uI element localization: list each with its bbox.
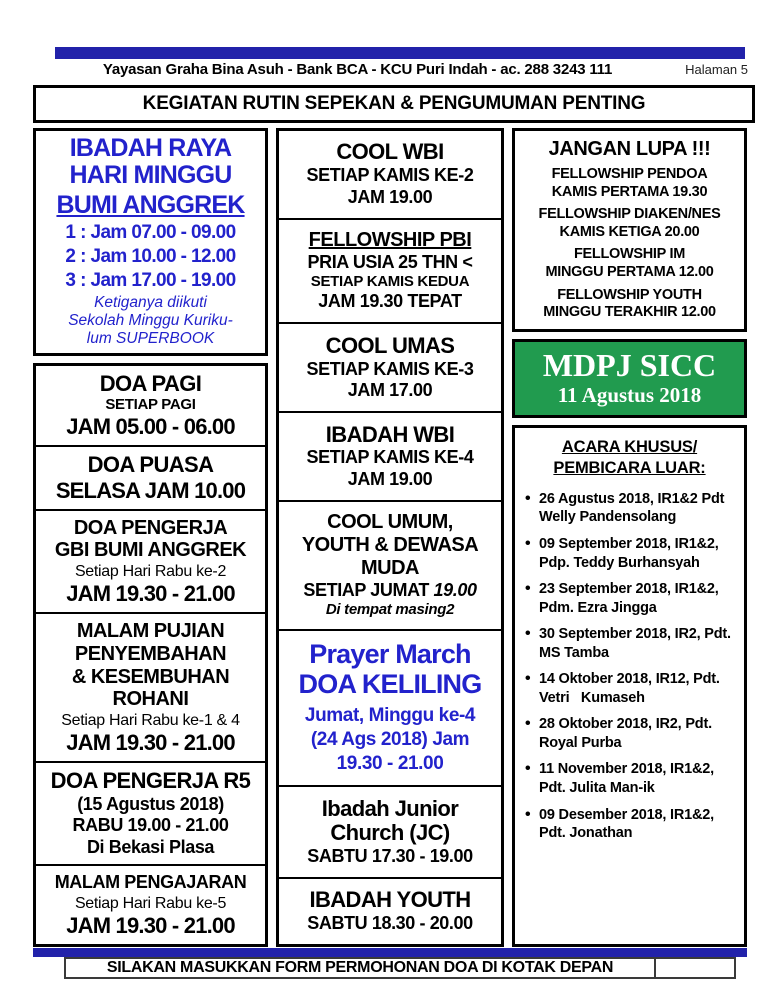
- doa-pengerja-section: [36, 512, 265, 612]
- mdpj-sicc-date: 11 Agustus 2018: [557, 382, 702, 407]
- jangan-lupa-box: [512, 128, 747, 332]
- section-title: FELLOWSHIP PBI: [308, 229, 472, 252]
- cool-wbi-section: [279, 135, 501, 213]
- section-title: COOL UMAS: [325, 332, 455, 358]
- speaker-item: • 14 Oktober 2018, IR12, Pdt. Vetri Kumaseh: [525, 670, 739, 707]
- content-columns: [33, 128, 747, 947]
- page-title: KEGIATAN RUTIN SEPEKAN & PENGUMUMAN PENTING: [142, 93, 646, 114]
- cool-umas-section: [279, 329, 501, 407]
- right-column: [512, 128, 747, 947]
- section-schedule: SETIAP KAMIS KE-4: [306, 447, 474, 468]
- section-place: Di tempat masing2: [325, 601, 455, 619]
- speaker-item: • 09 Desember 2018, IR1&2, Pdt. Jonathan: [525, 806, 739, 843]
- section-title: Ibadah Junior: [321, 795, 459, 821]
- section-title: MALAM PUJIAN: [76, 620, 225, 643]
- section-date: (15 Agustus 2018): [77, 793, 224, 814]
- ibadah-raya-title-2: HARI MINGGU: [69, 160, 232, 189]
- section-time: JAM 19.00: [347, 468, 433, 489]
- footer-message: SILAKAN MASUKKAN FORM PERMOHONAN DOA DI KOTAK DEPAN: [66, 959, 656, 977]
- divider: [279, 785, 501, 787]
- service-time-3: 3 : Jam 17.00 - 19.00: [65, 269, 236, 291]
- bank-account-line: Yayasan Graha Bina Asuh - Bank BCA - KCU Puri Indah - ac. 288 3243 111: [102, 61, 613, 78]
- section-schedule: Jumat, Minggu ke-4: [304, 705, 476, 727]
- section-title: YOUTH & DEWASA: [301, 534, 479, 557]
- speaker-item: • 23 September 2018, IR1&2, Pdm. Ezra Jingga: [525, 580, 739, 617]
- speaker-item: • 30 September 2018, IR2, Pdt. MS Tamba: [525, 625, 739, 662]
- speaker-list: [520, 490, 739, 843]
- footer-empty-cell: [656, 959, 734, 977]
- section-schedule: SETIAP JUMAT 19.00: [303, 579, 477, 600]
- malam-pengajaran-section: [36, 867, 265, 943]
- mdpj-sicc-title: MDPJ SICC: [542, 347, 717, 384]
- section-title: DOA PENGERJA: [73, 516, 228, 539]
- speaker-item: • 09 September 2018, IR1&2, Pdp. Teddy Burhansyah: [525, 535, 739, 572]
- divider: [36, 509, 265, 511]
- cool-umum-section: [279, 506, 501, 624]
- section-title: DOA PENGERJA R5: [50, 768, 251, 794]
- footer-box: [64, 957, 736, 979]
- ibadah-raya-note-1: Ketiganya diikuti: [94, 293, 207, 311]
- page-header: [55, 61, 748, 78]
- section-schedule: SETIAP KAMIS KE-2: [306, 165, 474, 186]
- divider: [36, 761, 265, 763]
- section-time: SABTU 17.30 - 19.00: [307, 845, 473, 866]
- service-time-1: 1 : Jam 07.00 - 09.00: [65, 222, 236, 244]
- section-time: JAM 19.30 - 21.00: [66, 730, 235, 756]
- divider: [279, 500, 501, 502]
- ibadah-raya-location: BUMI ANGGREK: [56, 191, 245, 220]
- divider: [279, 629, 501, 631]
- section-schedule: (24 Ags 2018) Jam: [310, 729, 470, 751]
- section-place: Di Bekasi Plasa: [86, 837, 215, 858]
- left-column: [33, 128, 268, 947]
- doa-puasa-section: [36, 448, 265, 508]
- middle-column: [276, 128, 504, 947]
- section-time: JAM 17.00: [347, 380, 433, 401]
- ibadah-wbi-section: [279, 418, 501, 496]
- fellowship-item: FELLOWSHIP PENDOA KAMIS PERTAMA 19.30: [551, 165, 708, 200]
- section-schedule: SETIAP PAGI: [105, 396, 196, 414]
- section-title: COOL WBI: [336, 139, 444, 165]
- section-title: DOA PUASA: [87, 452, 214, 478]
- fellowship-item: FELLOWSHIP IM MINGGU PERTAMA 12.00: [545, 246, 714, 281]
- speaker-item: • 11 November 2018, IR1&2, Pdt. Julita Man-ik: [525, 760, 739, 797]
- divider: [279, 322, 501, 324]
- speaker-item: • 28 Oktober 2018, IR2, Pdt. Royal Purba: [525, 715, 739, 752]
- section-title: COOL UMUM,: [327, 511, 453, 534]
- section-time: SELASA JAM 10.00: [55, 477, 246, 503]
- section-time: 19.30 - 21.00: [336, 752, 444, 774]
- ibadah-raya-note-3: lum SUPERBOOK: [86, 330, 215, 348]
- section-title: ROHANI: [112, 688, 189, 711]
- service-time-2: 2 : Jam 10.00 - 12.00: [65, 246, 236, 268]
- divider: [279, 877, 501, 879]
- section-title: GBI BUMI ANGGREK: [54, 539, 247, 562]
- section-time: SABTU 18.30 - 20.00: [307, 912, 473, 933]
- section-time: JAM 19.30 - 21.00: [66, 912, 235, 938]
- section-title: & KESEMBUHAN: [71, 665, 230, 688]
- section-title: MUDA: [361, 556, 419, 579]
- left-schedule-box: [33, 363, 268, 947]
- fellowship-pbi-section: [279, 224, 501, 318]
- section-audience: PRIA USIA 25 THN <: [307, 251, 473, 272]
- page-number: Halaman 5: [685, 62, 748, 77]
- middle-schedule-box: [276, 128, 504, 947]
- section-title: DOA KELILING: [298, 668, 482, 699]
- section-title: Prayer March: [309, 639, 471, 670]
- section-time: JAM 19.30 TEPAT: [318, 291, 462, 312]
- section-title: MALAM PENGAJARAN: [54, 872, 247, 893]
- section-time: JAM 19.00: [347, 186, 433, 207]
- section-schedule-time: 19.00: [433, 579, 477, 600]
- section-time: JAM 05.00 - 06.00: [66, 414, 235, 440]
- ibadah-raya-note-2: Sekolah Minggu Kuriku-: [68, 312, 233, 330]
- speaker-item: • 26 Agustus 2018, IR1&2 Pdt Welly Pandensolang: [525, 490, 739, 527]
- doa-pengerja-r5-section: [36, 764, 265, 863]
- section-title: IBADAH YOUTH: [309, 887, 471, 913]
- section-title: Church (JC): [330, 820, 450, 846]
- section-title: PENYEMBAHAN: [74, 642, 227, 665]
- top-blue-bar: [55, 47, 745, 59]
- section-schedule: Setiap Hari Rabu ke-2: [74, 563, 227, 581]
- jangan-lupa-title: JANGAN LUPA !!!: [548, 137, 711, 160]
- acara-khusus-box: [512, 425, 747, 947]
- doa-pagi-section: [36, 367, 265, 445]
- bottom-blue-bar: [33, 948, 747, 957]
- prayer-march-section: [279, 635, 501, 781]
- section-schedule: Setiap Hari Rabu ke-5: [74, 894, 227, 912]
- malam-pujian-section: [36, 615, 265, 761]
- divider: [36, 445, 265, 447]
- junior-church-section: [279, 792, 501, 873]
- section-time: JAM 19.30 - 21.00: [66, 581, 235, 607]
- acara-khusus-title: ACARA KHUSUS/ PEMBICARA LUAR:: [553, 438, 706, 478]
- section-schedule: Setiap Hari Rabu ke-1 & 4: [61, 712, 240, 730]
- divider: [36, 864, 265, 866]
- section-title: IBADAH WBI: [325, 421, 455, 447]
- fellowship-item: FELLOWSHIP YOUTH MINGGU TERAKHIR 12.00: [543, 286, 716, 321]
- page-title-box: [33, 85, 755, 123]
- divider: [279, 411, 501, 413]
- ibadah-raya-box: [33, 128, 268, 356]
- ibadah-raya-title-1: IBADAH RAYA: [69, 134, 232, 163]
- divider: [36, 612, 265, 614]
- section-schedule: SETIAP KAMIS KE-3: [306, 358, 474, 379]
- divider: [279, 218, 501, 220]
- section-title: DOA PAGI: [99, 370, 202, 396]
- ibadah-youth-section: [279, 883, 501, 939]
- fellowship-item: FELLOWSHIP DIAKEN/NES KAMIS KETIGA 20.00: [538, 206, 721, 240]
- section-schedule: SETIAP KAMIS KEDUA: [310, 273, 470, 291]
- section-time: RABU 19.00 - 21.00: [72, 815, 229, 836]
- mdpj-sicc-box: [512, 339, 747, 418]
